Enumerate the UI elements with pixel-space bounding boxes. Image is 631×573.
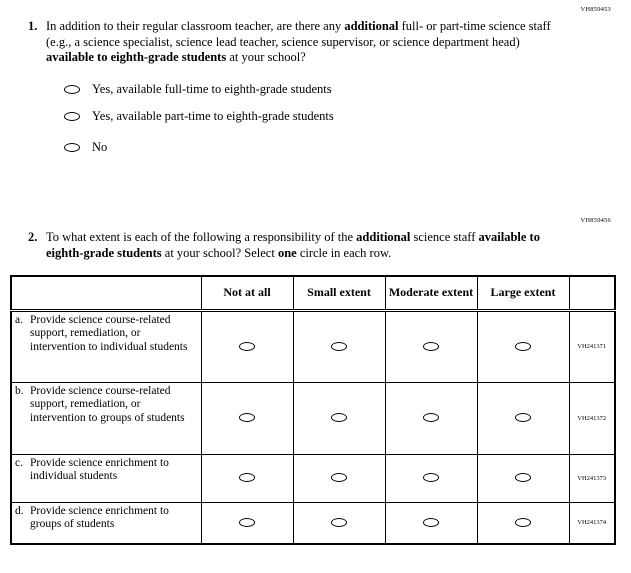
prompt-segment: science staff (410, 229, 479, 244)
prompt-segment: additional (344, 19, 399, 33)
question-1-prompt (46, 19, 551, 66)
column-header-moderate-extent: Moderate extent (385, 276, 477, 310)
question-2-number: 2. (28, 229, 38, 244)
answer-oval-icon[interactable] (239, 473, 255, 482)
question-1-number: 1. (28, 19, 38, 33)
row-code: VH241371 (569, 310, 615, 382)
answer-cell (477, 382, 569, 454)
answer-oval-icon[interactable] (423, 518, 439, 527)
row-text: Provide science enrichment to individual students (30, 456, 169, 483)
question-2 (14, 230, 619, 261)
table-row-a (11, 310, 615, 382)
answer-oval-icon[interactable] (64, 85, 80, 94)
prompt-segment: To what extent is each of the following a responsibility of the (46, 229, 357, 244)
question-1-options (46, 82, 619, 155)
answer-oval-icon[interactable] (64, 143, 80, 152)
prompt-segment: circle in each row. (296, 245, 392, 260)
question-2-body (46, 230, 619, 261)
answer-cell (385, 454, 477, 502)
answer-cell (477, 454, 569, 502)
option-q1-yes-fulltime[interactable] (64, 82, 619, 97)
question-2-prompt (46, 230, 551, 261)
prompt-segment: at your school? Select (161, 245, 278, 260)
form-code-q1: VH859453 (580, 6, 611, 13)
row-letter: d. (15, 504, 24, 517)
answer-oval-icon[interactable] (515, 342, 531, 351)
answer-cell (385, 382, 477, 454)
answer-oval-icon[interactable] (331, 342, 347, 351)
form-code-q2: VH859456 (580, 216, 611, 224)
answer-oval-icon[interactable] (239, 342, 255, 351)
row-label (11, 382, 201, 454)
answer-cell (477, 502, 569, 544)
answer-oval-icon[interactable] (331, 473, 347, 482)
table-row-c (11, 454, 615, 502)
answer-cell (201, 382, 293, 454)
answer-cell (385, 502, 477, 544)
answer-oval-icon[interactable] (423, 413, 439, 422)
row-label (11, 310, 201, 382)
answer-oval-icon[interactable] (423, 342, 439, 351)
column-header-small-extent: Small extent (293, 276, 385, 310)
column-header-large-extent: Large extent (477, 276, 569, 310)
prompt-segment: at your school? (226, 50, 306, 65)
row-letter: b. (15, 384, 24, 397)
answer-oval-icon[interactable] (64, 112, 80, 121)
prompt-segment: one (277, 245, 297, 260)
row-code: VH241374 (569, 502, 615, 544)
answer-cell (385, 310, 477, 382)
column-header-not-at-all: Not at all (201, 276, 293, 310)
row-text: Provide science course-related support, remediation, or intervention to groups of students (30, 384, 185, 425)
table-row-b (11, 382, 615, 454)
option-q1-yes-parttime[interactable] (64, 109, 619, 124)
answer-oval-icon[interactable] (331, 518, 347, 527)
prompt-segment: available to eighth-grade students (46, 229, 540, 260)
row-letter: c. (15, 456, 23, 469)
question-1-body (46, 19, 619, 167)
row-letter: a. (15, 313, 23, 326)
answer-cell (293, 502, 385, 544)
answer-oval-icon[interactable] (239, 413, 255, 422)
column-header-empty (11, 276, 201, 310)
answer-cell (201, 454, 293, 502)
option-label: Yes, available part-time to eighth-grade students (92, 108, 334, 123)
question-1 (14, 19, 619, 167)
prompt-segment: additional (356, 229, 411, 244)
row-label (11, 454, 201, 502)
row-code: VH241372 (569, 382, 615, 454)
answer-cell (477, 310, 569, 382)
row-label (11, 502, 201, 544)
answer-oval-icon[interactable] (239, 518, 255, 527)
row-text: Provide science enrichment to groups of students (30, 504, 169, 531)
answer-cell (293, 382, 385, 454)
prompt-segment: In addition to their regular classroom teacher, are there any (46, 19, 345, 33)
answer-oval-icon[interactable] (331, 413, 347, 422)
column-header-code (569, 276, 615, 310)
answer-oval-icon[interactable] (515, 473, 531, 482)
prompt-segment: available to eighth-grade students (46, 50, 227, 65)
option-label: No (92, 139, 108, 154)
answer-oval-icon[interactable] (423, 473, 439, 482)
prompt-segment: full- or part-time science staff (e.g., a science specialist, science lead teacher, science supervisor, or science department head) (46, 19, 551, 49)
answer-cell (201, 502, 293, 544)
row-text: Provide science course-related support, remediation, or intervention to individual students (30, 313, 188, 354)
table-header-row (11, 276, 615, 310)
answer-cell (201, 310, 293, 382)
answer-cell (293, 310, 385, 382)
row-code: VH241373 (569, 454, 615, 502)
answer-oval-icon[interactable] (515, 413, 531, 422)
option-q1-no[interactable] (64, 140, 619, 155)
answer-oval-icon[interactable] (515, 518, 531, 527)
answer-cell (293, 454, 385, 502)
responsibility-table (10, 275, 616, 545)
option-label: Yes, available full-time to eighth-grade students (92, 81, 332, 96)
table-row-d (11, 502, 615, 544)
